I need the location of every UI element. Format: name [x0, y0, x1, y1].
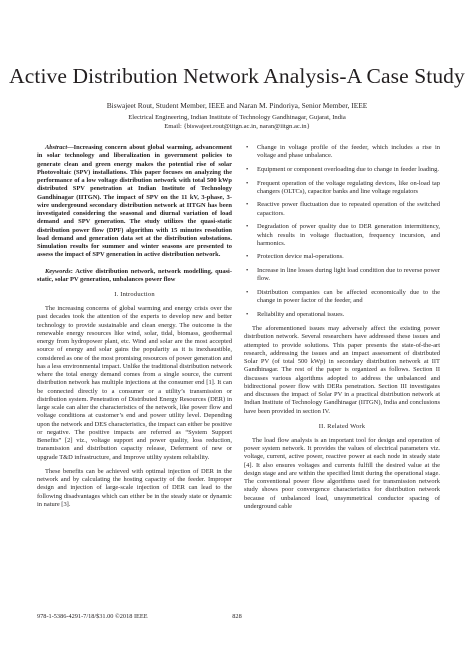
affiliation-text: Electrical Engineering, Indian Institute of Technology Gandhinagar, Gujarat, India [128, 114, 346, 121]
keywords-lead: Keywords [45, 267, 71, 275]
bullet-item: • Equipment or component overloading due to change in feeder loading. [246, 165, 439, 173]
bullet-icon: • [246, 310, 249, 318]
abstract-text: —Increasing concern about global warming, advancement in solar technology and liberalization in government policies to generate clean and green energy makes the potential rise of solar Photovoltaic (SPV) installations. This paper focuses on analyzing the performance of a low voltage distribution network with total 500 kWp distributed SPV penetration at Indian Institute of Technology Gandhinagar (IITGN). The impact of SPV on the 11 kV, 3-phase, 3-wire underground secondary distribution network at IITGN has been investigated considering the seasonal and diurnal variation of load demand and SPV generation. The study utilizes the quasi-static distribution power flow (DPF) algorithm with 15 minutes resolution load demand and generation data set at the distribution substations. Simulation results for summer and winter seasons are presented to assess the impact of SPV generation in active distribution network. [37, 144, 232, 259]
keywords-text: : Active distribution network, network modelling, quasi-static, solar PV generation, unbalances power flow [37, 267, 232, 283]
right-paragraph-1: The aforementioned issues may adversely affect the existing power distribution network. Several researchers have addressed these issues and attempted to provide solutions. This paper presents the state-of-the-art research, addressing the issues and an impact assessment of distributed Solar PV (of total 500 kWp) in secondary distribution network at IIT Gandhinagar. The rest of the paper is organized as follows. Section II discusses various algorithms adopted to address the unbalanced and bidirectional power flow with DERs penetration. Section III investigates and discusses the impact of Solar PV in a practical distribution network at Indian Institute of Technology Gandhinagar (IITGN), India and conclusions have been provided in section IV. [244, 325, 440, 415]
bullet-icon: • [246, 267, 249, 275]
related-work-paragraph: The load flow analysis is an important tool for design and operation of power system network. It provides the values of electrical parameters viz. voltage, current, active power, reactive power at each node in steady state [4]. It also ensures voltages and currents fulfill the desired value at the design stage and are within the specified limit during the operational stage. The conventional power flow algorithms used for transmission network study shows poor convergence characteristics for distribution network because of unbalanced load, unsymmetrical conductor spacing of underground cable [244, 436, 440, 510]
bullet-icon: • [246, 223, 249, 231]
bullet-icon: • [246, 288, 249, 296]
left-column [37, 144, 232, 509]
intro-paragraph-1: The increasing concerns of global warming and energy crisis over the past decades took the attention of the experts to develop new and better technology to provide sustainable and clean energy. The outcome is the renewable energy resources like wind, solar, tidal, biomass, geothermal energy from hydropower plant, etc. Wind and solar are the most accepted source of energy and solar gains the popularity as it is inexhaustible, considered as one of the most promising resources of power generation and has a less environmental impact. Unlike the traditional distribution network where the total energy demand comes from a single source, the current distribution network has multiple injections at the consumer end [1]. It can be connected directly to a consumer or a utility’s transmission or distribution system. Penetration of Distributed Energy Resources (DER) in large scale can alter the characteristics of the network, like power flow and voltage conditions at customer’s end and power utility level. Depending upon the network and DES characteristics, the impact can either be positive or negative. The positive impacts are referred as “System Support Benefits” [2] viz., voltage support and power quality, loss reduction, transmission and distribution capacity release, Deferment of new or upgrade T&D infrastructure, and Improve utility system reliability. [37, 305, 232, 461]
bullet-icon: • [246, 201, 249, 209]
paper-title: Active Distribution Network Analysis-A Case Study [9, 64, 465, 88]
bullet-icon: • [246, 165, 249, 173]
bullet-item: • Frequent operation of the voltage regulating devices, like on-load tap changers (OLTCs), capacitor banks and line voltage regulators [246, 179, 440, 195]
bullet-item: • Reactive power fluctuation due to repeated operation of the switched capacitors. [246, 201, 440, 217]
bullet-icon: • [246, 179, 249, 187]
intro-paragraph-2: These benefits can be achieved with optimal injection of DER in the network and by calculating the hosting capacity of the feeder. Improper design and injection of large-scale injection of DER can lead to the following disadvantages which can either be in the steady state or dynamic in nature [3]. [37, 467, 232, 508]
bullet-item: • Degradation of power quality due to DER generation intermittency, which results in voltage fluctuation, frequency incursion, and harmonics. [246, 223, 440, 247]
bullet-icon: • [246, 253, 249, 261]
section-heading-introduction: I. Introduction [114, 291, 155, 298]
keywords [37, 268, 232, 285]
abstract [37, 144, 232, 260]
bullet-item: • Reliability and operational issues. [246, 310, 345, 318]
email-text: Email: {biswajeet.rout@iitgn.ac.in, naran@iitgn.ac.in} [164, 123, 310, 130]
bullet-item: • Increase in line losses during light load condition due to reverse power flow. [246, 267, 440, 283]
section-heading-related-work: II. Related Work [318, 422, 366, 430]
page-number: 828 [232, 613, 242, 620]
bullet-icon: • [246, 144, 249, 151]
abstract-lead: Abstract [45, 144, 68, 151]
bullet-item: • Protection device mal-operations. [246, 253, 344, 261]
author-line [0, 101, 474, 111]
copyright-footer: 978-1-5386-4291-7/18/$31.00 ©2018 IEEE [37, 613, 148, 620]
bullet-item: • Change in voltage profile of the feeder, which includes a rise in voltage and phase unbalance. [246, 144, 440, 160]
right-column [244, 144, 440, 511]
impact-bullet-list [244, 144, 440, 319]
bullet-item: • Distribution companies can be affected economically due to the change in power factor of the feeder, and [246, 288, 440, 305]
affiliation-block [0, 113, 474, 131]
authors-text: Biswajeet Rout, Student Member, IEEE and Naran M. Pindoriya, Senior Member, IEEE [106, 101, 368, 110]
